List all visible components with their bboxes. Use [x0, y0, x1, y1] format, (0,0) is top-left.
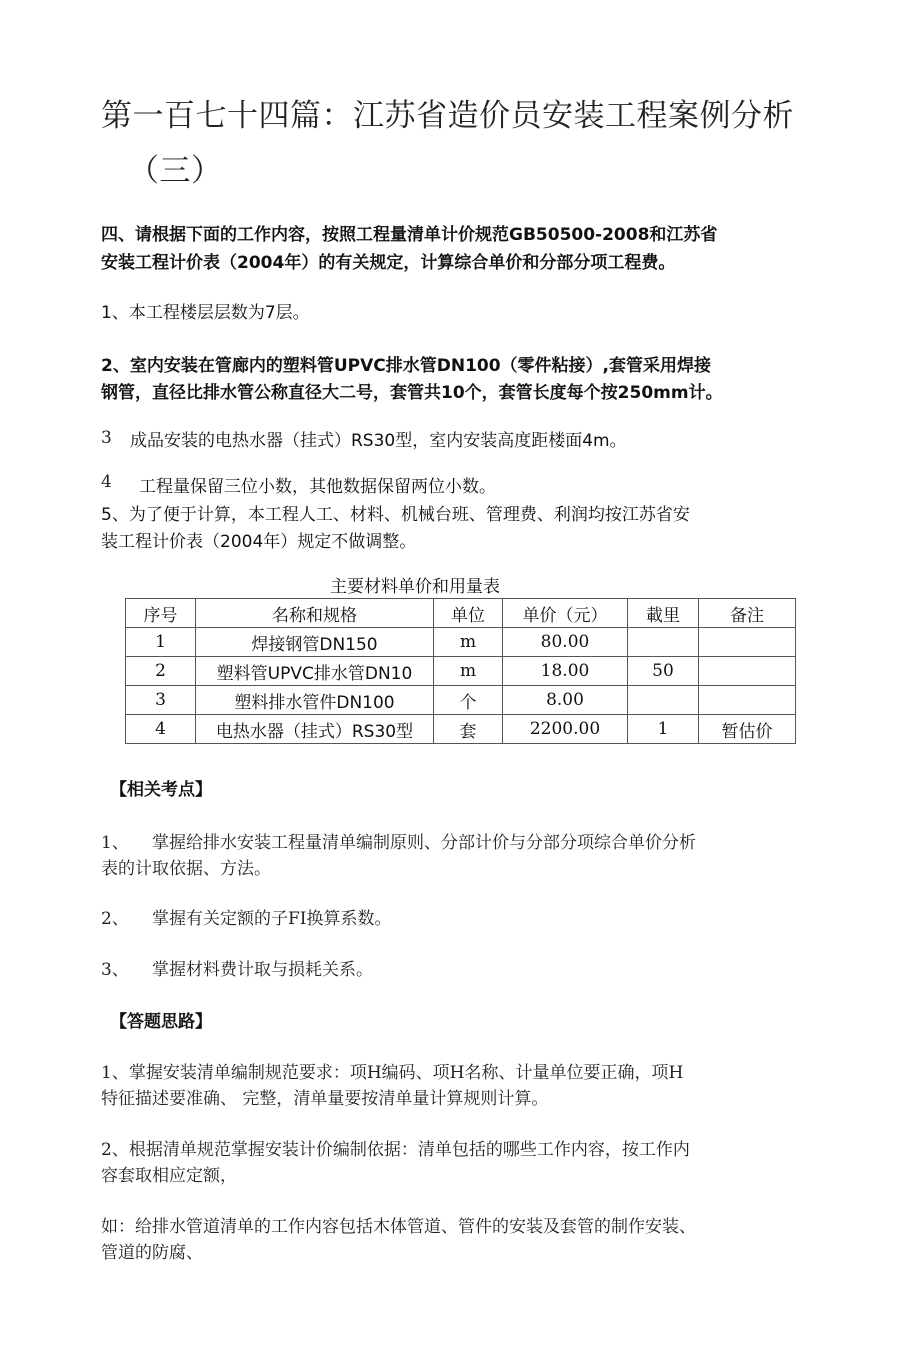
cell-unit: 个	[434, 686, 503, 715]
table-caption: 主要材料单价和用量表	[330, 577, 500, 597]
cell-remark: 暂估价	[699, 715, 796, 744]
condition-item-5-line2: 装工程计价表（2004年）规定不做调整。	[101, 532, 417, 552]
condition-item-4-text: 工程量保留三位小数，其他数据保留两位小数。	[139, 477, 496, 497]
cell-unit: m	[434, 628, 503, 657]
header-cell-index: 序号	[126, 599, 196, 628]
cell-price: 8.00	[503, 686, 628, 715]
table-row	[126, 628, 796, 657]
cell-quantity: 1	[628, 715, 699, 744]
condition-item-5-line1: 5、为了便于计算，本工程人工、材料、机械台班、管理费、利润均按江苏省安	[101, 505, 690, 525]
approach-3-line1: 如：给排水管道清单的工作内容包括木体管道、管件的安装及套管的制作安装、	[101, 1217, 696, 1237]
condition-item-2-line2: 钢管，直径比排水管公称直径大二号，套管共10个，套管长度每个按250mm计。	[101, 383, 723, 403]
cell-remark	[699, 686, 796, 715]
exam-point-3-number: 3、	[101, 960, 129, 980]
exam-point-2-number: 2、	[101, 909, 129, 929]
condition-item-4-number: 4	[101, 472, 112, 492]
cell-index: 4	[126, 715, 196, 744]
table-header-row	[126, 599, 796, 628]
approach-1-line1: 1、掌握安装清单编制规范要求：项H编码、项H名称、计量单位要正确，项H	[101, 1063, 684, 1083]
approach-3-line2: 管道的防腐、	[101, 1243, 203, 1263]
cell-unit: 套	[434, 715, 503, 744]
cell-index: 2	[126, 657, 196, 686]
question-intro-line1: 四、请根据下面的工作内容，按照工程量清单计价规范GB50500-2008和江苏省	[101, 225, 718, 245]
table-row	[126, 657, 796, 686]
exam-point-1-number: 1、	[101, 833, 129, 853]
cell-index: 1	[126, 628, 196, 657]
cell-price: 2200.00	[503, 715, 628, 744]
cell-remark	[699, 657, 796, 686]
condition-item-3-number: 3	[101, 428, 112, 448]
cell-unit: m	[434, 657, 503, 686]
page-title-line2: （三）	[128, 153, 223, 189]
condition-item-2-line1: 2、室内安装在管廊内的塑料管UPVC排水管DN100（零件粘接）,套管采用焊接	[101, 356, 712, 376]
condition-item-3-text: 成品安装的电热水器（挂式）RS30型，室内安装高度距楼面4m。	[130, 431, 627, 451]
cell-name: 塑料管UPVC排水管DN10	[196, 657, 434, 686]
header-cell-name: 名称和规格	[196, 599, 434, 628]
cell-name: 焊接钢管DN150	[196, 628, 434, 657]
cell-name: 塑料排水管件DN100	[196, 686, 434, 715]
cell-price: 18.00	[503, 657, 628, 686]
approach-heading: 【答题思路】	[110, 1012, 212, 1032]
page-title-line1: 第一百七十四篇：江苏省造价员安装工程案例分析	[101, 98, 794, 134]
header-cell-quantity: 載里	[628, 599, 699, 628]
material-price-table	[125, 598, 796, 744]
header-cell-remark: 备注	[699, 599, 796, 628]
cell-remark	[699, 628, 796, 657]
cell-name: 电热水器（挂式）RS30型	[196, 715, 434, 744]
cell-quantity	[628, 628, 699, 657]
table-row	[126, 715, 796, 744]
condition-item-1: 1、本工程楼层层数为7层。	[101, 303, 310, 323]
header-cell-price: 单价（元）	[503, 599, 628, 628]
cell-price: 80.00	[503, 628, 628, 657]
table-row	[126, 686, 796, 715]
exam-point-1-line2: 表的计取依据、方法。	[101, 859, 271, 879]
exam-point-2-text: 掌握有关定额的子FI换算系数。	[152, 909, 392, 929]
question-intro-line2: 安装工程计价表（2004年）的有关规定，计算综合单价和分部分项工程费。	[101, 253, 676, 273]
approach-2-line2: 容套取相应定额，	[101, 1166, 237, 1186]
exam-points-heading: 【相关考点】	[110, 780, 212, 800]
exam-point-1-line1: 掌握给排水安装工程量清单编制原则、分部计价与分部分项综合单价分析	[152, 833, 696, 853]
exam-point-3-text: 掌握材料费计取与损耗关系。	[152, 960, 373, 980]
approach-1-line2: 特征描述要准确、 完整，清单量要按清单量计算规则计算。	[101, 1089, 549, 1109]
header-cell-unit: 单位	[434, 599, 503, 628]
cell-index: 3	[126, 686, 196, 715]
cell-quantity: 50	[628, 657, 699, 686]
approach-2-line1: 2、根据清单规范掌握安装计价编制依据：清单包括的哪些工作内容，按工作内	[101, 1140, 690, 1160]
cell-quantity	[628, 686, 699, 715]
